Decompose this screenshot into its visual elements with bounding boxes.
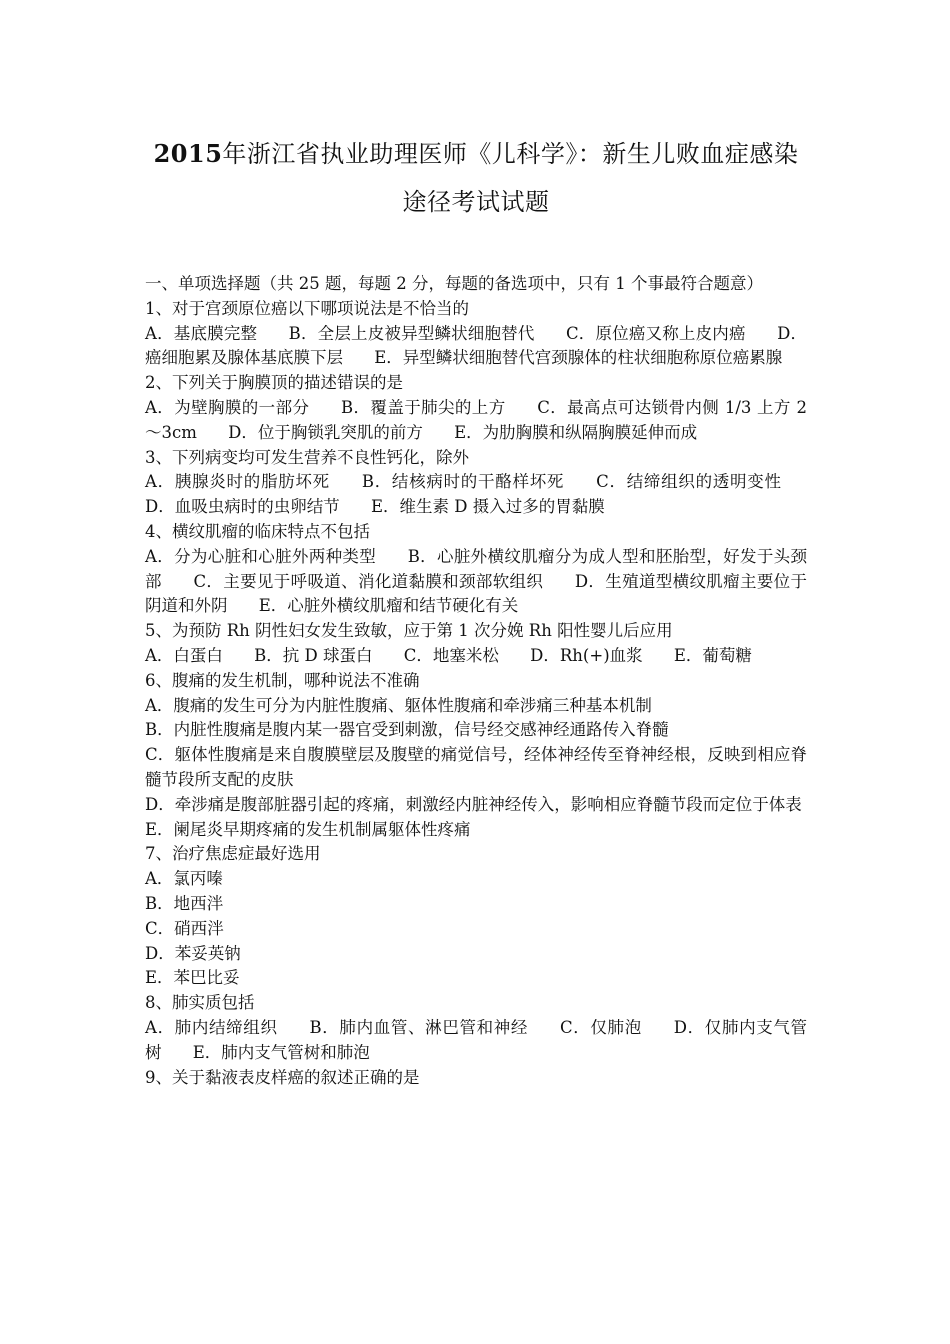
question-options [145,322,807,372]
option: B．抗 D 球蛋白 [254,645,373,665]
question-stem: 1、对于宫颈原位癌以下哪项说法是不恰当的 [145,298,469,318]
option: A．氯丙嗪 [145,869,223,889]
question-stem: 7、治疗焦虑症最好选用 [145,844,321,864]
option: C．硝西泮 [145,918,224,938]
option: E．肺内支气管树和肺泡 [192,1042,370,1062]
option: A．白蛋白 [145,645,223,665]
title-year: 2015 [153,139,223,168]
option: D．仅肺内支气管树 [145,1017,808,1062]
option: E．葡萄糖 [673,645,752,665]
option: E．异型鳞状细胞替代宫颈腺体的柱状细胞称原位癌累腺 [374,348,783,368]
option: C．原位癌又称上皮内癌 [566,323,746,343]
question-stem: 8、肺实质包括 [145,993,255,1013]
question-options [145,545,807,619]
option: B．肺内血管、淋巴管和神经 [309,1017,529,1037]
option: B．覆盖于肺尖的上方 [341,397,506,417]
document-title [145,130,807,226]
option: D．癌细胞累及腺体基底膜下层 [145,323,808,368]
option: E．阑尾炎早期疼痛的发生机制属躯体性疼痛 [145,819,471,839]
question-options [145,396,807,446]
option: B．心脏外横纹肌瘤分为成人型和胚胎型，好发于头颈部 [145,546,807,591]
option: C．躯体性腹痛是来自腹膜壁层及腹壁的痛觉信号，经体神经传至脊神经根，反映到相应脊髓节段所支配的皮肤 [145,745,807,789]
question-options [145,470,807,520]
option: D．牵涉痛是腹部脏器引起的疼痛，刺激经内脏神经传入，影响相应脊髓节段而定位于体表 [145,794,802,814]
option: A．基底膜完整 [145,323,258,343]
document-page [145,130,807,1090]
title-line-2: 途径考试试题 [402,188,550,216]
option: C．仅肺泡 [559,1017,642,1037]
option: D．Rh(+)血浆 [530,645,643,665]
option: D．生殖道型横纹肌瘤主要位于阴道和外阴 [145,571,808,616]
option: A．胰腺炎时的脂肪坏死 [145,472,330,492]
option: A．肺内结缔组织 [145,1017,278,1037]
option: A．为壁胸膜的一部分 [145,397,310,417]
option: E．苯巴比妥 [145,968,240,988]
option: A．腹痛的发生可分为内脏性腹痛、躯体性腹痛和牵涉痛三种基本机制 [145,695,652,715]
question-list [145,297,807,1091]
title-line-1: 年浙江省执业助理医师《儿科学》：新生儿败血症感染 [222,140,799,168]
section-header: 一、单项选择题（共 25 题，每题 2 分，每题的备选项中，只有 1 个事最符合题意） [145,274,763,293]
option: E．维生素 D 摄入过多的胃黏膜 [370,497,605,517]
option: A．分为心脏和心脏外两种类型 [145,546,377,566]
option: D．位于胸锁乳突肌的前方 [228,422,423,442]
question-options [145,644,807,669]
question-stem: 5、为预防 Rh 阴性妇女发生致敏，应于第 1 次分娩 Rh 阳性婴儿后应用 [145,621,673,641]
option: D．苯妥英钠 [145,943,241,963]
option: E．心脏外横纹肌瘤和结节硬化有关 [258,596,519,616]
question-stem: 4、横纹肌瘤的临床特点不包括 [145,521,370,541]
option: C．结缔组织的透明变性 [596,472,781,492]
option: D．血吸虫病时的虫卵结节 [145,497,340,517]
option: B．全层上皮被异型鳞状细胞替代 [288,323,535,343]
question-options [145,1016,807,1066]
option: C．地塞米松 [403,645,499,665]
question-stem: 6、腹痛的发生机制，哪种说法不准确 [145,670,420,690]
option: B．内脏性腹痛是腹内某一器官受到刺激，信号经交感神经通路传入脊髓 [145,720,669,740]
question-stem: 9、关于黏液表皮样癌的叙述正确的是 [145,1067,420,1087]
option: C．主要见于呼吸道、消化道黏膜和颈部软组织 [193,571,544,591]
option: B．结核病时的干酪样坏死 [361,472,565,492]
option: C．最高点可达锁骨内侧 1/3 上方 2～3cm [145,397,807,442]
option: E．为肋胸膜和纵隔胸膜延伸而成 [454,422,698,442]
option: B．地西泮 [145,893,224,913]
question-stem: 3、下列病变均可发生营养不良性钙化，除外 [145,447,469,467]
question-stem: 2、下列关于胸膜顶的描述错误的是 [145,373,403,393]
